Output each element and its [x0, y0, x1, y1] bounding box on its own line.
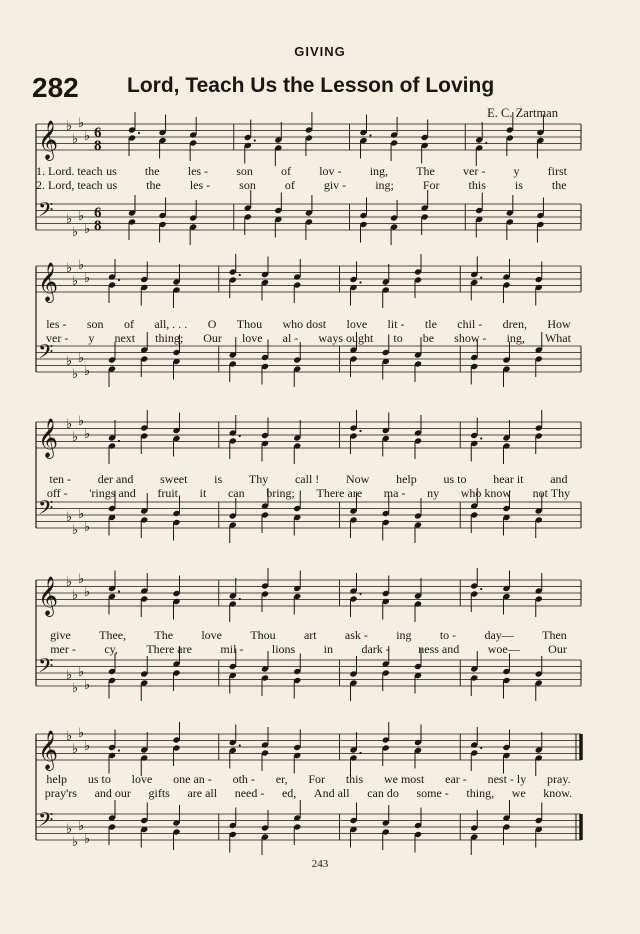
- lyric-syllable: dren,: [502, 317, 527, 331]
- lyric-syllable: ten -: [49, 472, 72, 486]
- lyric-syllable: 'rings and: [89, 486, 136, 500]
- lyric-syllable: this: [345, 772, 364, 786]
- lyric-syllable: some -: [416, 786, 449, 800]
- lyric-verse-1: [36, 317, 581, 331]
- lyric-syllable: lions: [271, 642, 296, 656]
- lyric-syllable: love: [241, 331, 263, 345]
- lyric-syllable: sweet: [160, 472, 188, 486]
- lyric-syllable: help: [46, 772, 68, 786]
- lyric-syllable: ear -: [445, 772, 467, 786]
- lyric-syllable: 2. Lord, teach: [36, 178, 103, 192]
- lyric-syllable: help: [396, 472, 417, 486]
- lyric-syllable: the: [144, 164, 160, 178]
- lyric-syllable: ing,: [506, 331, 525, 345]
- lyric-syllable: And all: [313, 786, 350, 800]
- lyric-syllable: who dost: [282, 317, 327, 331]
- lyric-syllable: son: [86, 317, 104, 331]
- dot: [118, 440, 120, 442]
- lyric-syllable: show -: [454, 331, 487, 345]
- flat-sign: ♭: [78, 726, 85, 741]
- lyric-syllable: How: [547, 317, 571, 331]
- bass-clef: 𝄢: [38, 496, 54, 524]
- flat-sign: ♭: [78, 209, 85, 224]
- lyric-syllable: love: [131, 772, 153, 786]
- lyric-syllable: to: [393, 331, 403, 345]
- music-system-3: [36, 414, 581, 550]
- lyric-verse-2: [36, 331, 581, 345]
- flat-sign: ♭: [78, 572, 85, 587]
- dot: [485, 142, 487, 144]
- lyric-syllable: thing;: [155, 331, 184, 345]
- flat-sign: ♭: [72, 430, 79, 445]
- lyric-syllable: thing,: [466, 786, 495, 800]
- lyric-syllable: hear it: [493, 472, 524, 486]
- lyric-syllable: who know: [460, 486, 512, 500]
- flat-sign: ♭: [72, 367, 79, 382]
- dot: [239, 744, 241, 746]
- lyric-syllable: ver -: [463, 164, 486, 178]
- lyric-syllable: nest - ly: [487, 772, 527, 786]
- flat-sign: ♭: [84, 832, 91, 847]
- lyric-syllable: The: [416, 164, 435, 178]
- lyric-verse-1: [36, 628, 581, 642]
- lyric-syllable: pray'rs: [44, 786, 77, 800]
- lyric-syllable: and: [550, 472, 568, 486]
- lyric-syllable: dark -: [361, 642, 390, 656]
- lyric-syllable: the: [146, 178, 161, 192]
- music-system-1: [36, 116, 581, 252]
- flat-sign: ♭: [66, 119, 73, 134]
- lyric-syllable: 1. Lord. teach: [36, 164, 103, 178]
- lyric-syllable: is: [214, 472, 223, 486]
- bass-clef: 𝄢: [38, 654, 54, 682]
- lyric-syllable: ing,: [369, 164, 389, 178]
- lyric-syllable: this: [468, 178, 486, 192]
- time-signature: 8: [94, 218, 102, 234]
- dot: [239, 598, 241, 600]
- lyric-syllable: we: [511, 786, 526, 800]
- lyric-syllable: be: [422, 331, 435, 345]
- lyric-syllable: it: [199, 486, 207, 500]
- flat-sign: ♭: [72, 742, 79, 757]
- dot: [118, 279, 120, 281]
- hymn-number: 282: [32, 72, 79, 103]
- flat-sign: ♭: [72, 225, 79, 240]
- lyric-syllable: can: [227, 486, 245, 500]
- lyric-syllable: of: [284, 178, 295, 192]
- lyric-syllable: first: [547, 164, 567, 178]
- dot: [118, 749, 120, 751]
- dot: [359, 593, 361, 595]
- flat-sign: ♭: [66, 354, 73, 369]
- lyric-syllable: can do: [367, 786, 399, 800]
- lyric-syllable: to -: [439, 628, 457, 642]
- dot: [138, 132, 140, 134]
- lyric-syllable: For: [308, 772, 326, 786]
- lyric-verse-1: [36, 772, 581, 786]
- lyric-syllable: call !: [294, 472, 320, 486]
- flat-sign: ♭: [84, 585, 91, 600]
- lyric-syllable: ver -: [46, 331, 69, 345]
- lyric-syllable: mer -: [50, 642, 76, 656]
- lyric-syllable: tle: [424, 317, 437, 331]
- lyric-syllable: day—: [484, 628, 514, 642]
- flat-sign: ♭: [84, 129, 91, 144]
- lyric-syllable: chil -: [457, 317, 483, 331]
- section-heading: GIVING: [294, 44, 346, 59]
- lyric-syllable: and our: [94, 786, 131, 800]
- page-number: 243: [311, 858, 329, 870]
- lyric-syllable: les -: [46, 317, 67, 331]
- lyric-syllable: les -: [189, 178, 211, 192]
- lyric-syllable: Thy: [248, 472, 269, 486]
- flat-sign: ♭: [84, 222, 91, 237]
- lyric-syllable: fruit: [157, 486, 179, 500]
- lyric-syllable: art: [303, 628, 317, 642]
- lyric-syllable: son: [236, 164, 253, 178]
- lyric-syllable: Now: [346, 472, 370, 486]
- flat-sign: ♭: [78, 258, 85, 273]
- lyric-syllable: of: [281, 164, 292, 178]
- lyric-syllable: of: [123, 317, 134, 331]
- flat-sign: ♭: [84, 678, 91, 693]
- lyric-syllable: us to: [87, 772, 111, 786]
- lyric-syllable: love: [346, 317, 368, 331]
- lyric-syllable: gifts: [148, 786, 170, 800]
- lyric-syllable: What: [544, 331, 571, 345]
- lyric-syllable: cy,: [104, 642, 118, 656]
- treble-clef: 𝄞: [38, 418, 59, 458]
- lyric-verse-2: [36, 642, 581, 656]
- lyric-syllable: ways ought: [318, 331, 374, 345]
- flat-sign: ♭: [84, 364, 91, 379]
- lyric-syllable: one an -: [173, 772, 212, 786]
- bass-clef: 𝄢: [38, 808, 54, 836]
- lyric-syllable: ask -: [344, 628, 368, 642]
- lyric-syllable: There are: [316, 486, 363, 500]
- lyric-syllable: les -: [187, 164, 209, 178]
- flat-sign: ♭: [66, 668, 73, 683]
- lyric-syllable: all, . . .: [154, 317, 188, 331]
- lyric-syllable: giv -: [323, 178, 347, 192]
- flat-sign: ♭: [72, 274, 79, 289]
- dot: [359, 281, 361, 283]
- flat-sign: ♭: [66, 510, 73, 525]
- lyric-syllable: There are: [146, 642, 192, 656]
- lyric-syllable: is: [514, 178, 523, 192]
- lyric-syllable: ing;: [375, 178, 394, 192]
- flat-sign: ♭: [66, 822, 73, 837]
- music-system-4: [36, 572, 581, 708]
- lyric-syllable: ny: [427, 486, 440, 500]
- lyric-syllable: us: [106, 178, 118, 192]
- flat-sign: ♭: [66, 212, 73, 227]
- lyric-verse-1: [36, 164, 581, 178]
- flat-sign: ♭: [78, 414, 85, 429]
- hymn-title: Lord, Teach Us the Lesson of Loving: [127, 74, 495, 97]
- lyric-syllable: know.: [543, 786, 573, 800]
- flat-sign: ♭: [72, 681, 79, 696]
- time-signature: 6: [94, 205, 102, 221]
- treble-clef: 𝄞: [38, 262, 59, 302]
- lyric-syllable: al -: [282, 331, 299, 345]
- lyric-syllable: pray.: [547, 772, 571, 786]
- lyric-verse-2: [36, 786, 581, 800]
- lyric-syllable: love: [201, 628, 223, 642]
- dot: [480, 437, 482, 439]
- treble-clef: 𝄞: [38, 120, 59, 160]
- flat-sign: ♭: [66, 417, 73, 432]
- flat-sign: ♭: [72, 588, 79, 603]
- bass-clef: 𝄢: [38, 198, 54, 226]
- bass-clef: 𝄢: [38, 340, 54, 368]
- flat-sign: ♭: [78, 507, 85, 522]
- lyric-syllable: Thou: [250, 628, 276, 642]
- dot: [359, 752, 361, 754]
- lyric-syllable: are all: [187, 786, 218, 800]
- flat-sign: ♭: [84, 427, 91, 442]
- time-signature: 6: [94, 125, 102, 141]
- lyric-syllable: woe—: [487, 642, 520, 656]
- lyric-syllable: mil -: [220, 642, 244, 656]
- lyric-syllable: the: [551, 178, 567, 192]
- lyric-syllable: ed,: [281, 786, 297, 800]
- lyric-verse-2: [36, 178, 581, 192]
- treble-clef: 𝄞: [38, 576, 59, 616]
- composer-credit: E. C. Zartman: [487, 106, 558, 120]
- lyric-syllable: y: [513, 164, 520, 178]
- lyric-syllable: Our: [548, 642, 567, 656]
- lyric-syllable: son: [239, 178, 256, 192]
- lyric-syllable: Thou: [236, 317, 263, 331]
- lyric-syllable: not Thy: [532, 486, 571, 500]
- flat-sign: ♭: [78, 819, 85, 834]
- lyric-syllable: ma -: [383, 486, 406, 500]
- lyric-syllable: bring;: [266, 486, 295, 500]
- flat-sign: ♭: [84, 271, 91, 286]
- dot: [480, 747, 482, 749]
- flat-sign: ♭: [72, 132, 79, 147]
- lyric-syllable: The: [154, 628, 174, 642]
- lyric-syllable: next: [114, 331, 136, 345]
- flat-sign: ♭: [78, 351, 85, 366]
- lyric-syllable: give: [50, 628, 71, 642]
- lyric-syllable: off -: [46, 486, 68, 500]
- flat-sign: ♭: [84, 520, 91, 535]
- lyric-syllable: oth -: [232, 772, 255, 786]
- music-system-5: [36, 726, 581, 862]
- dot: [480, 588, 482, 590]
- lyric-syllable: we most: [383, 772, 425, 786]
- flat-sign: ♭: [84, 739, 91, 754]
- dot: [369, 134, 371, 136]
- flat-sign: ♭: [72, 835, 79, 850]
- lyric-syllable: er,: [275, 772, 288, 786]
- dot: [359, 430, 361, 432]
- flat-sign: ♭: [66, 575, 73, 590]
- lyric-syllable: ing: [396, 628, 412, 642]
- dot: [239, 274, 241, 276]
- dot: [254, 139, 256, 141]
- dot: [239, 435, 241, 437]
- treble-clef: 𝄞: [38, 730, 59, 770]
- lyric-syllable: Then: [542, 628, 567, 642]
- flat-sign: ♭: [78, 665, 85, 680]
- dot: [480, 276, 482, 278]
- lyric-syllable: ness and: [418, 642, 460, 656]
- flat-sign: ♭: [72, 523, 79, 538]
- lyric-verse-1: [36, 472, 581, 486]
- lyric-verse-2: [36, 486, 581, 500]
- lyric-syllable: For: [422, 178, 440, 192]
- music-system-2: [36, 258, 581, 394]
- flat-sign: ♭: [66, 261, 73, 276]
- lyric-syllable: y: [88, 331, 95, 345]
- lyric-syllable: in: [323, 642, 334, 656]
- flat-sign: ♭: [78, 116, 85, 131]
- lyric-syllable: need -: [234, 786, 265, 800]
- lyric-syllable: der and: [97, 472, 134, 486]
- lyric-syllable: O: [207, 317, 217, 331]
- lyric-syllable: lov -: [319, 164, 342, 178]
- time-signature: 8: [94, 138, 102, 154]
- dot: [118, 590, 120, 592]
- flat-sign: ♭: [66, 729, 73, 744]
- lyric-syllable: us to: [443, 472, 467, 486]
- lyric-syllable: Our: [203, 331, 222, 345]
- lyric-syllable: Thee,: [99, 628, 127, 642]
- lyric-syllable: lit -: [387, 317, 405, 331]
- lyric-syllable: us: [106, 164, 117, 178]
